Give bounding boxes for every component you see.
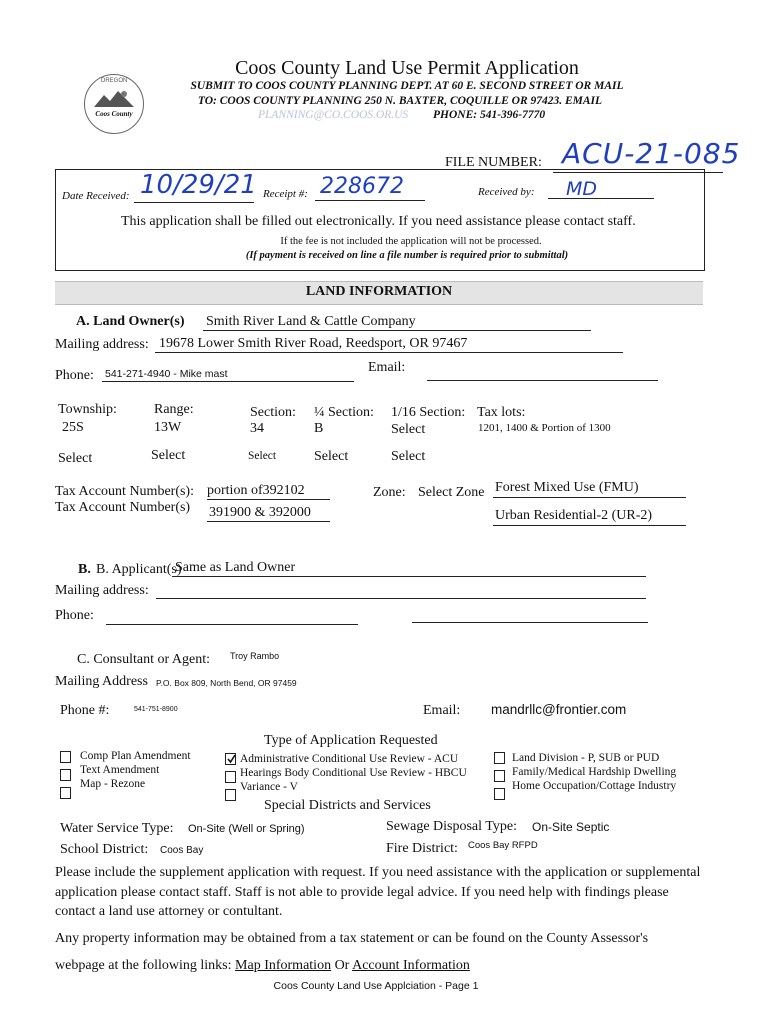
applicant-email-field[interactable]	[412, 622, 648, 623]
consultant-email-field[interactable]: mandrllc@frontier.com	[491, 702, 627, 717]
sixteenth-section-select[interactable]: Select	[391, 422, 426, 437]
map-information-link[interactable]: Map Information	[235, 958, 332, 973]
file-number-label: FILE NUMBER:	[445, 155, 542, 170]
consultant-label: C. Consultant or Agent:	[77, 652, 210, 667]
file-number-value: ACU-21-085	[562, 137, 741, 170]
variance-label: Variance - V	[240, 781, 298, 793]
page-title: Coos County Land Use Permit Application	[235, 57, 579, 79]
hbcu-checkbox[interactable]	[225, 771, 236, 783]
receipt-value: 228672	[320, 174, 404, 199]
variance-checkbox[interactable]	[225, 789, 236, 801]
received-by-line	[548, 198, 654, 199]
owner-email-label: Email:	[368, 360, 406, 375]
acu-label: Administrative Conditional Use Review - ACU	[240, 753, 459, 765]
home-occupation-label: Home Occupation/Cottage Industry	[512, 780, 677, 792]
consultant-phone-field[interactable]: 541-751-8900	[134, 706, 178, 713]
applicant-line	[172, 576, 646, 577]
links-or: Or	[334, 958, 350, 973]
acu-checkbox[interactable]	[225, 753, 236, 765]
col2-labels	[240, 752, 467, 794]
land-owner-label: A. Land Owner(s)	[76, 314, 185, 329]
planning-email-link[interactable]: PLANNING@CO.COOS.OR.US	[258, 109, 409, 121]
applicant-label: B. Applicant(s)	[96, 562, 182, 577]
water-service-field[interactable]: On-Site (Well or Spring)	[188, 823, 305, 835]
school-district-label: School District:	[60, 842, 149, 857]
select-sixteenth-section[interactable]: Select	[391, 449, 426, 464]
quarter-section-value[interactable]: B	[314, 421, 324, 436]
land-owner-line	[203, 330, 591, 331]
col2-checkbox-group	[225, 752, 236, 806]
owner-mailing-label: Mailing address:	[55, 337, 149, 352]
receipt-line	[315, 200, 425, 201]
consultant-mailing-label: Mailing Address	[55, 674, 148, 689]
zone-field-2[interactable]: Urban Residential-2 (UR-2)	[495, 508, 653, 523]
submit-address-line2: TO: COOS COUNTY PLANNING 250 N. BAXTER, COQUILLE OR 97423. EMAIL	[197, 95, 603, 107]
text-amendment-checkbox[interactable]	[60, 769, 71, 781]
receipt-label: Receipt #:	[263, 188, 308, 200]
planning-phone: PHONE: 541-396-7770	[433, 109, 546, 121]
select-township[interactable]: Select	[58, 451, 93, 466]
applicant-mailing-label: Mailing address:	[55, 583, 149, 598]
select-section[interactable]: Select	[248, 450, 277, 462]
owner-phone-field[interactable]: 541-271-4940 - Mike mast	[105, 368, 228, 380]
sewage-disposal-field[interactable]: On-Site Septic	[532, 820, 610, 834]
zone-line-1	[493, 497, 686, 498]
tax-account-field-1[interactable]: portion of392102	[207, 483, 305, 498]
land-owner-field[interactable]: Smith River Land & Cattle Company	[206, 314, 416, 329]
zone-field-1[interactable]: Forest Mixed Use (FMU)	[495, 480, 639, 495]
land-information-heading: LAND INFORMATION	[305, 284, 453, 299]
seal-text-county: Coos County	[95, 110, 133, 118]
tax-account-label-1: Tax Account Number(s):	[55, 484, 194, 499]
tax-lots-label: Tax lots:	[477, 405, 526, 420]
home-occupation-checkbox[interactable]	[494, 788, 505, 800]
range-label: Range:	[154, 402, 194, 417]
col1-checkbox-group	[60, 750, 71, 804]
range-value[interactable]: 13W	[154, 420, 182, 435]
applicant-label-letter: B.	[78, 562, 91, 577]
consultant-mailing-field[interactable]: P.O. Box 809, North Bend, OR 97459	[156, 678, 297, 688]
zone-label: Zone:	[373, 485, 406, 500]
comp-plan-amendment-checkbox[interactable]	[60, 751, 71, 763]
comp-plan-amendment-label: Comp Plan Amendment	[80, 750, 191, 762]
tax-account-line-1	[207, 499, 330, 500]
owner-email-field[interactable]	[427, 380, 658, 381]
hardship-dwelling-checkbox[interactable]	[494, 770, 505, 782]
owner-mailing-field[interactable]: 19678 Lower Smith River Road, Reedsport, OR 97467	[159, 336, 468, 351]
tax-account-line-2	[207, 521, 330, 522]
consultant-phone-label: Phone #:	[60, 703, 110, 718]
submit-address-line1: SUBMIT TO COOS COUNTY PLANNING DEPT. AT 60 E. SECOND STREET OR MAIL	[190, 80, 624, 92]
received-by-label: Received by:	[478, 186, 535, 198]
school-district-field[interactable]: Coos Bay	[160, 845, 204, 856]
zone-select[interactable]: Select Zone	[418, 485, 485, 500]
received-by-value: MD	[566, 178, 598, 200]
land-division-checkbox[interactable]	[494, 752, 505, 764]
page-footer-label: Coos County Land Use Applciation - Page 1	[273, 980, 479, 992]
section-value[interactable]: 34	[250, 421, 264, 436]
map-rezone-checkbox[interactable]	[60, 787, 71, 799]
select-quarter-section[interactable]: Select	[314, 449, 349, 464]
tax-account-field-2[interactable]: 391900 & 392000	[209, 505, 311, 520]
supplement-instructions: Please include the supplement application with request. If you need assistance with the application or supplemental application please contact staff. Staff is not able to provide legal advice. If you need help with findings please contact a land use attorney or contultant.	[55, 865, 701, 919]
date-received-value: 10/29/21	[140, 170, 257, 200]
owner-phone-label: Phone:	[55, 368, 94, 383]
township-label: Township:	[58, 402, 117, 417]
consultant-field[interactable]: Troy Rambo	[230, 651, 280, 661]
text-amendment-label: Text Amendment	[80, 764, 160, 776]
owner-mailing-line	[155, 352, 623, 353]
fee-note: If the fee is not included the application will not be processed.	[280, 236, 542, 247]
quarter-section-label: ¼ Section:	[314, 405, 374, 420]
sewage-disposal-label: Sewage Disposal Type:	[386, 819, 517, 834]
col3-labels	[512, 751, 676, 793]
section-label: Section:	[250, 405, 296, 420]
date-received-line	[134, 202, 254, 203]
account-information-link[interactable]: Account Information	[352, 958, 470, 973]
property-info-text: Any property information may be obtained from a tax statement or can be found on the County Assessor's	[55, 931, 649, 946]
hbcu-label: Hearings Body Conditional Use Review - HBCU	[240, 767, 467, 779]
checkmark-icon	[227, 754, 236, 764]
applicant-field[interactable]: Same as Land Owner	[175, 560, 296, 575]
land-division-label: Land Division - P, SUB or PUD	[512, 752, 660, 764]
water-service-label: Water Service Type:	[60, 821, 174, 836]
consultant-email-label: Email:	[423, 703, 461, 718]
links-prefix: webpage at the following links:	[55, 958, 232, 973]
application-type-heading: Type of Application Requested	[264, 733, 438, 748]
seal-text-top: OREGON	[100, 78, 128, 84]
tax-account-label-2: Tax Account Number(s)	[55, 500, 191, 515]
payment-note: (If payment is received on line a file number is required prior to submittal)	[245, 250, 569, 261]
col1-labels	[80, 749, 191, 791]
applicant-phone-field[interactable]	[106, 624, 358, 625]
owner-phone-line	[102, 381, 354, 382]
map-rezone-label: Map - Rezone	[80, 778, 146, 790]
special-districts-heading: Special Districts and Services	[264, 798, 431, 813]
tax-lots-value[interactable]: 1201, 1400 & Portion of 1300	[478, 422, 611, 434]
electronic-notice: This application shall be filled out electronically. If you need assistance please contact staff.	[121, 214, 636, 229]
applicant-phone-label: Phone:	[55, 608, 94, 623]
col3-checkbox-group	[494, 751, 505, 805]
fire-district-label: Fire District:	[386, 841, 458, 856]
date-received-label: Date Received:	[62, 190, 130, 202]
zone-line-2	[493, 525, 686, 526]
fire-district-field[interactable]: Coos Bay RFPD	[468, 840, 538, 851]
applicant-mailing-field[interactable]	[156, 598, 646, 599]
sixteenth-section-label: 1/16 Section:	[391, 405, 466, 420]
select-range[interactable]: Select	[151, 448, 186, 463]
township-value[interactable]: 25S	[62, 420, 84, 435]
hardship-dwelling-label: Family/Medical Hardship Dwelling	[512, 766, 677, 778]
links-line	[55, 958, 470, 974]
